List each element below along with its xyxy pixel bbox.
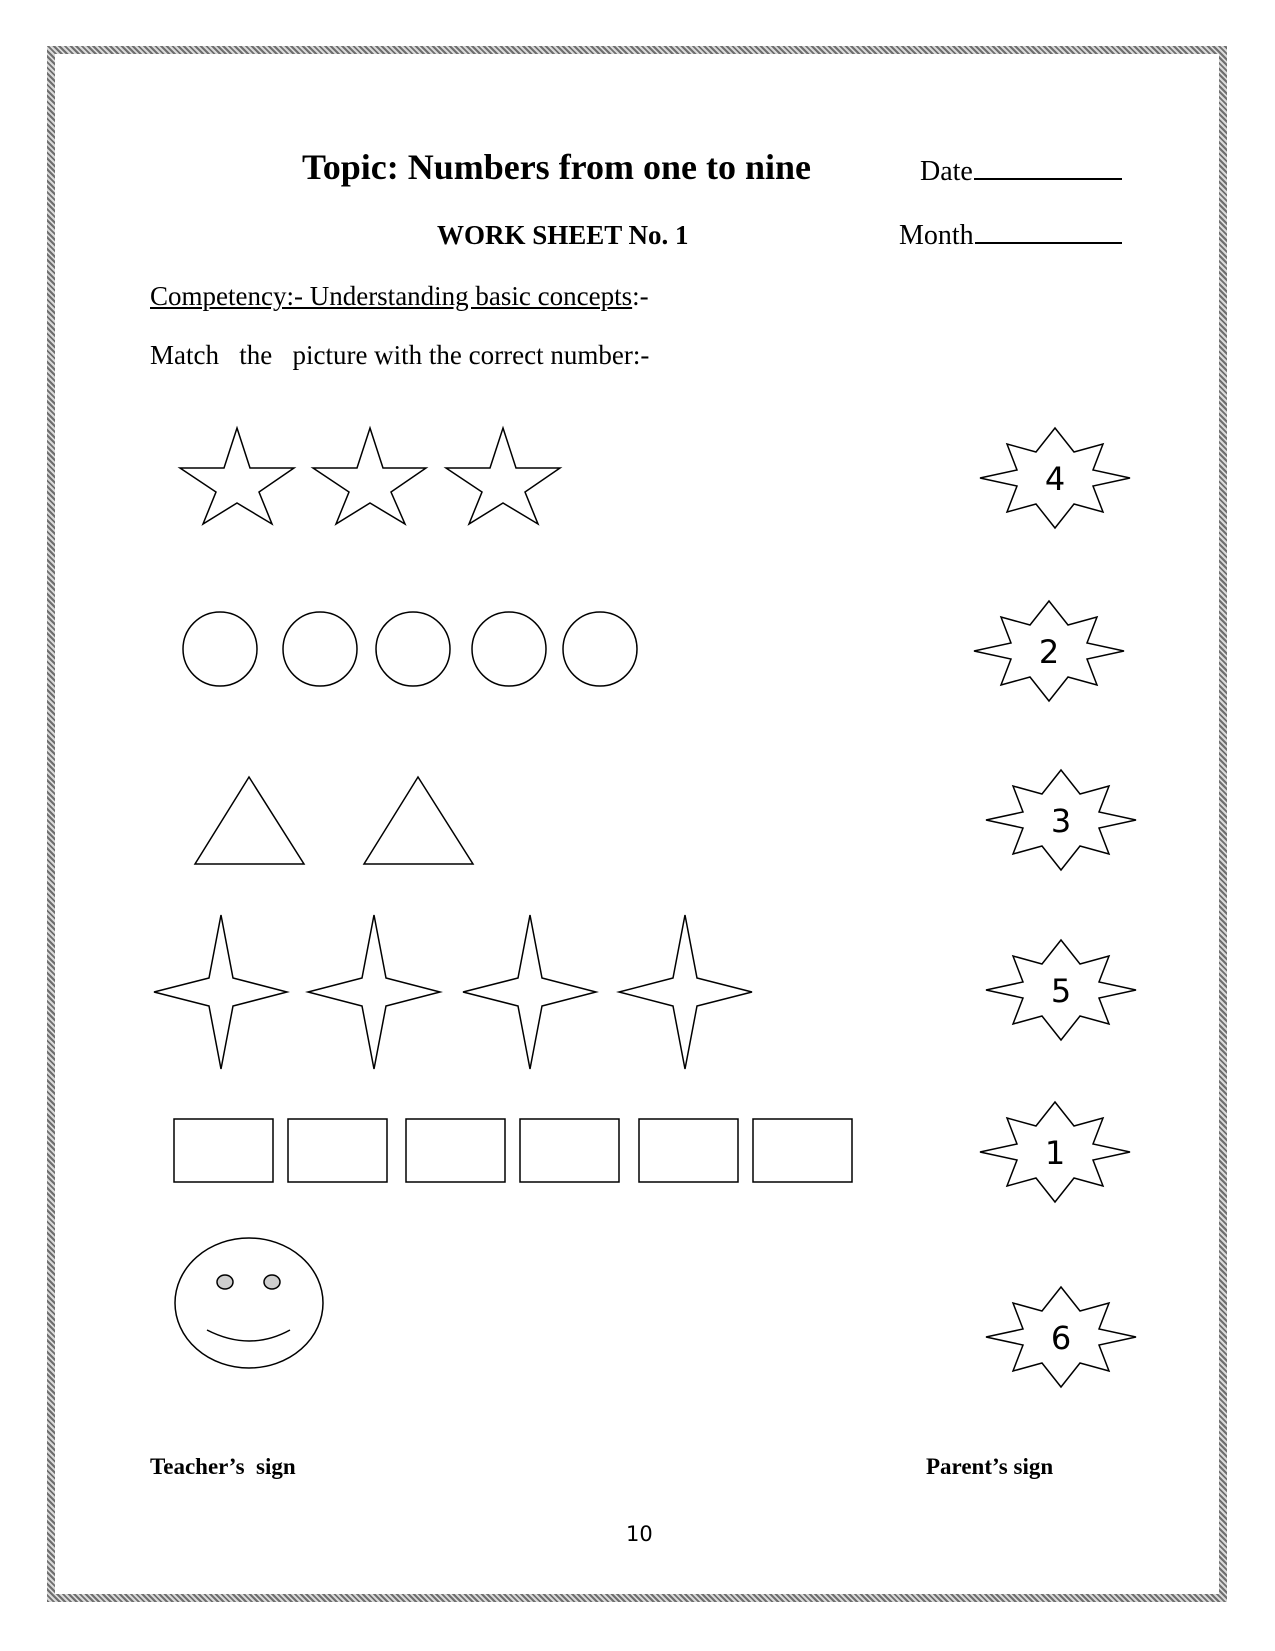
number-badge [980, 1102, 1130, 1202]
circle-shape [563, 612, 637, 686]
circle-shape [376, 612, 450, 686]
row-triangles [195, 777, 473, 864]
month-label: Month [899, 220, 974, 251]
smiley-right-eye [264, 1275, 280, 1289]
number-badge [986, 940, 1136, 1040]
number-badge [986, 770, 1136, 870]
five-point-star-shape [446, 428, 560, 524]
badge-number: 5 [1050, 972, 1072, 1010]
circle-shape [183, 612, 257, 686]
triangle-shape [195, 777, 304, 864]
row-four-point-stars [154, 915, 752, 1069]
rectangle-shape [288, 1119, 387, 1182]
rectangle-shape [639, 1119, 738, 1182]
badge-number: 1 [1044, 1134, 1066, 1172]
smiley-face-outline [175, 1238, 323, 1368]
smiley-left-eye [217, 1275, 233, 1289]
teacher-sign-label: Teacher’s sign [150, 1454, 296, 1479]
rectangle-shape [753, 1119, 852, 1182]
rectangle-shape [406, 1119, 505, 1182]
badge-number: 6 [1050, 1319, 1072, 1357]
number-badges [974, 428, 1136, 1387]
number-badge [986, 1287, 1136, 1387]
rectangle-shape [174, 1119, 273, 1182]
row-smiley-face [175, 1238, 323, 1368]
row-five-point-stars [180, 428, 560, 524]
row-circles [183, 612, 637, 686]
circle-shape [283, 612, 357, 686]
instruction-text: Match the picture with the correct number:- [150, 340, 650, 370]
competency-label: Competency:- Understanding basic concepts [150, 281, 633, 311]
badge-number: 3 [1050, 802, 1072, 840]
worksheet-topic-title: Topic: Numbers from one to nine [302, 147, 812, 187]
rectangle-shape [520, 1119, 619, 1182]
five-point-star-shape [313, 428, 426, 524]
badge-number: 2 [1038, 633, 1060, 671]
four-point-star-shape [308, 915, 440, 1069]
triangle-shape [364, 777, 473, 864]
date-label: Date [920, 156, 973, 187]
parent-sign-label: Parent’s sign [926, 1454, 1054, 1479]
badge-number: 4 [1044, 460, 1066, 498]
circle-shape [472, 612, 546, 686]
four-point-star-shape [463, 915, 596, 1069]
page-number: 10 [626, 1522, 653, 1546]
worksheet-number: WORK SHEET No. 1 [437, 220, 689, 250]
four-point-star-shape [154, 915, 287, 1069]
four-point-star-shape [619, 915, 752, 1069]
competency-suffix: :- [632, 281, 649, 311]
number-badge [974, 601, 1124, 701]
number-badge [980, 428, 1130, 528]
row-rectangles [174, 1119, 852, 1182]
five-point-star-shape [180, 428, 294, 524]
